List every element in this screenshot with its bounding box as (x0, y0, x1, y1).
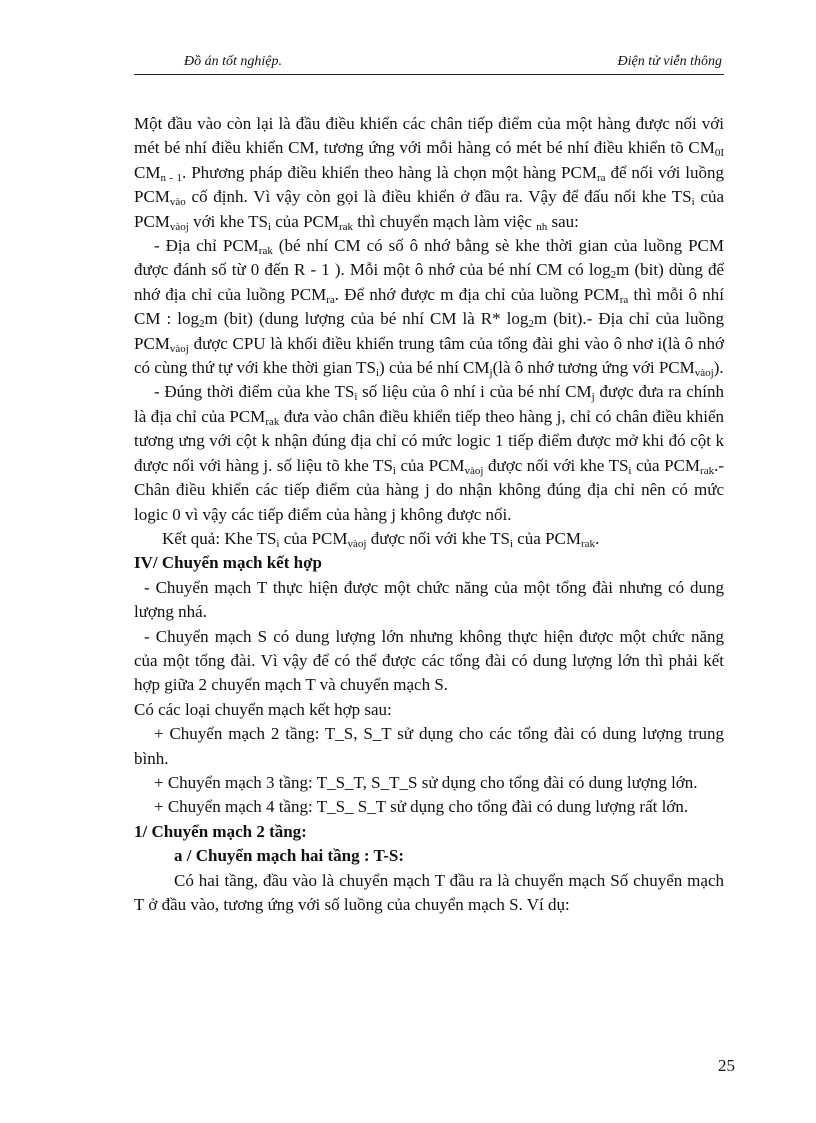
paragraph-2: - Địa chỉ $PCM_{rak}$ (bé nhí CM có số ô nhớ bằng sè khe thời gian của luồng PCM được đánh số từ 0 đến R - 1 ). Mỗi một ô nhớ của bé nhí CM có $\log_2m$ (bit) dùng để nhớ địa chỉ của luồng $PCM_{ra}$. Để nhớ được m địa chỉ của luồng $PCM_{ra}$ thì mỗi ô nhí CM : $\log_2m$ (bit) (dung lượng của bé nhí CM là R* $\log_2m$ (bit).- Địa chỉ của luồng $PCM_{vàoj}$ được CPU là khối điều khiển trung tâm của tổng đài ghi vào ô nhơ i(là ô nhớ có cùng thứ tự với khe thời gian $TS_i$) của bé nhí $CM_j(là$ ô nhớ tương ứng với $PCM_{vàoj}$). (134, 236, 725, 380)
paragraph-ts-description: Có hai tầng, đầu vào là chuyển mạch T đầu ra là chuyển mạch Số chuyển mạch T ở đầu vào, tương ứng với số luồng của chuyển mạch S. Ví dụ: (134, 870, 724, 914)
subsection-heading-1: 1/ Chuyển mạch 2 tầng: (134, 821, 307, 841)
paragraph-s-switch: - Chuyển mạch S có dung lượng lớn nhưng không thực hiện được một chức năng của một tổng đài. Vì vậy để có thể được các tổng đài có dung lượng lớn thì phải kết hợp giữa 2 chuyển mạch T và chuyển mạch S. (134, 626, 724, 695)
section-heading-iv: IV/ Chuyển mạch kết hợp (134, 553, 322, 573)
document-body (134, 112, 724, 917)
paragraph-1: Một đầu vào còn lại là đầu điều khiển các chân tiếp điểm của một hàng được nối với mét bé nhí điều khiển CM, tương ứng với mỗi hàng có mét bé nhí điều khiển tõ $CM_{0I}$ $CM_{n - 1}$. Phương pháp điều khiển theo hàng là chọn một hàng $PCM_{ra}$ để nối với luồng $PCM_{vào}$ cố định. Vì vậy còn gọi là điều khiển ở đầu ra. Vậy để đấu nối khe $TS_i$ của $PCM_{vàoj}$ với khe $TS_i$ của $PCM_{rak}$ thì chuyển mạch làm việc $_{nh}$ sau: (134, 114, 725, 233)
page-header (134, 52, 724, 75)
paragraph-3: - Đúng thời điểm của khe $TS_i$ số liệu của ô nhí i của bé nhí $CM_j$ được đưa ra chính là địa chỉ của $PCM_{rak}$ đưa vào chân điều khiển tiếp theo hàng j, chỉ có chân điều khiển tương ưng với cột k nhận đúng địa chỉ có mức logic 1 tiếp điểm được mở khi đó cột k được nối với hàng j. số liệu tõ khe $TS_i$ của $PCM_{vàoj}$ được nối với khe $TS_i$ của $PCM_{rak}.-$ Chân điều khiển các tiếp điểm của hàng j do nhận không đúng địa chỉ nên có mức logic 0 vì vậy các tiếp điểm của hàng j không được nối. (134, 382, 725, 524)
page-number: 25 (718, 1056, 735, 1075)
list-item-3-stage: + Chuyển mạch 3 tầng: T_S_T, S_T_S sử dụng cho tổng đài có dung lượng lớn. (154, 772, 698, 792)
paragraph-t-switch: - Chuyển mạch T thực hiện được một chức năng của một tổng đài nhưng có dung lượng nhá. (134, 577, 724, 622)
paragraph-result: Kết quả: Khe $TS_i$ của $PCM_{vàoj}$ được nối với khe $TS_i$ của $PCM_{rak}$. (162, 528, 600, 550)
header-right: Điện tử viễn thông (617, 54, 722, 69)
paragraph-types-intro: Có các loại chuyển mạch kết hợp sau: (134, 699, 392, 719)
subsubsection-heading-a: a / Chuyển mạch hai tầng : T-S: (174, 846, 405, 866)
list-item-2-stage: + Chuyển mạch 2 tầng: T_S, S_T sử dụng cho các tổng đài có dung lượng trung bình. (134, 724, 724, 768)
list-item-4-stage: + Chuyển mạch 4 tầng: T_S_ S_T sử dụng cho tổng đài có dung lượng rất lớn. (154, 797, 689, 817)
header-left: Đồ án tốt nghiệp. (184, 54, 282, 69)
